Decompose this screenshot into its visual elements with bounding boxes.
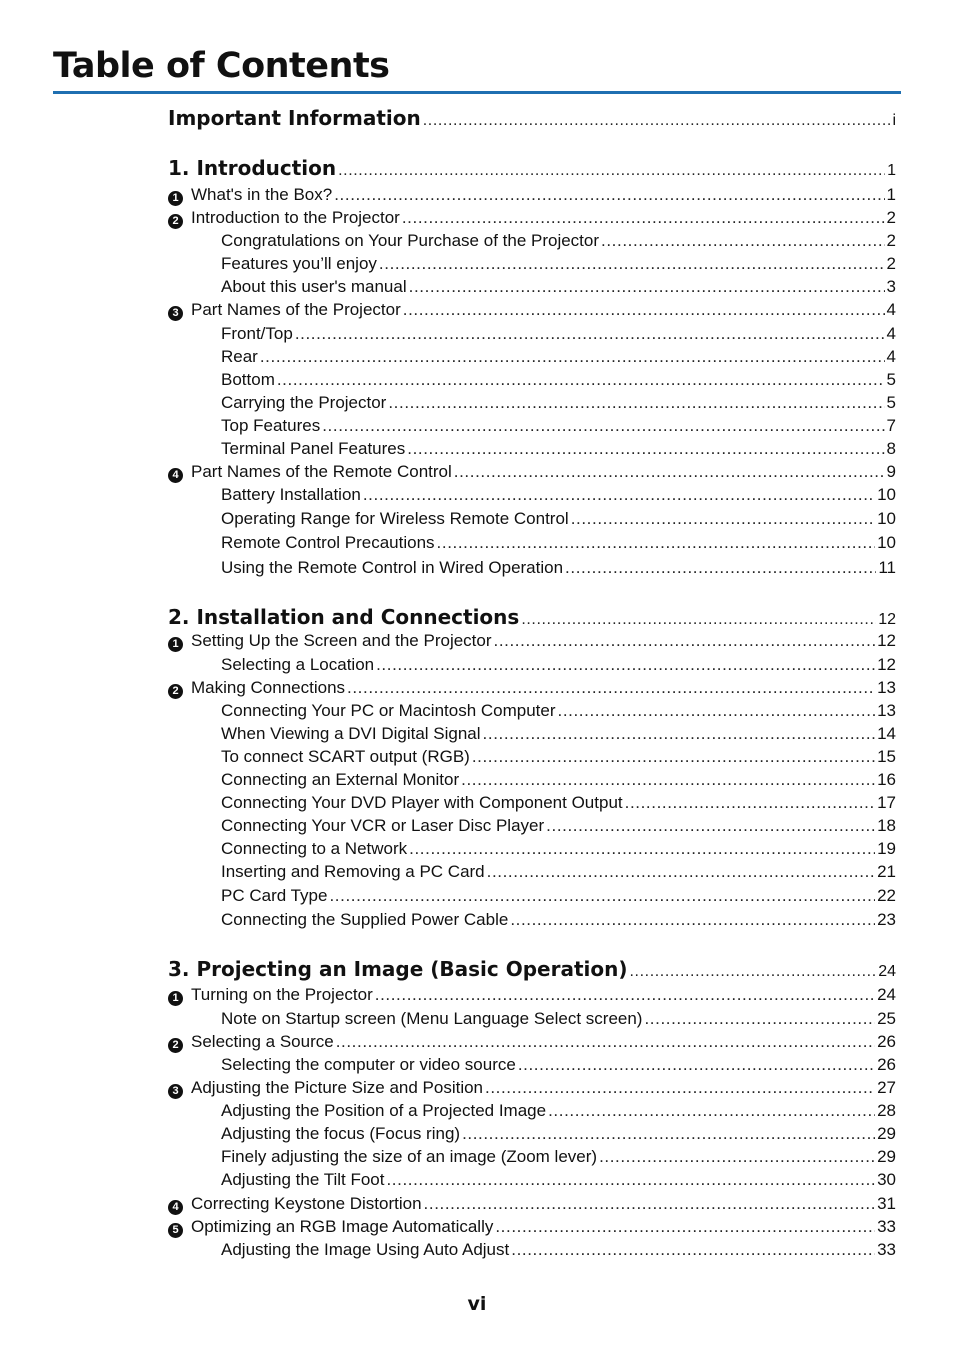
toc-entry-page: 12 (877, 655, 896, 674)
toc-entry-label (168, 462, 452, 482)
toc-entry-section[interactable] (168, 631, 896, 651)
toc-entry-sub[interactable] (221, 747, 896, 767)
toc-entry-text: Connecting Your PC or Macintosh Computer (221, 701, 556, 720)
toc-entry-text: Connecting an External Monitor (221, 770, 460, 789)
toc-entry-page: 9 (886, 462, 896, 481)
dot-leader (379, 254, 885, 274)
toc-entry-sub[interactable] (221, 439, 896, 459)
toc-entry-text: Operating Range for Wireless Remote Control (221, 509, 569, 528)
dot-leader (402, 208, 885, 228)
toc-entry-page: 33 (877, 1240, 896, 1259)
dot-leader (548, 1101, 875, 1121)
toc-entry-text: Part Names of the Projector (191, 300, 401, 319)
toc-entry-label (221, 839, 407, 859)
dot-leader (565, 558, 876, 578)
toc-entry-label (221, 1101, 546, 1121)
dot-leader (388, 393, 884, 413)
toc-entry-text: Remote Control Precautions (221, 533, 435, 552)
dot-leader (461, 770, 875, 790)
toc-entry-label (221, 533, 435, 553)
toc-entry-label (221, 370, 275, 390)
toc-entry-text: Adjusting the Picture Size and Position (191, 1078, 484, 1097)
dot-leader (558, 701, 876, 721)
dot-leader (322, 416, 884, 436)
toc-entry-page: 22 (877, 886, 896, 905)
toc-entry-label (221, 1055, 516, 1075)
toc-entry-text: Optimizing an RGB Image Automatically (191, 1217, 494, 1236)
dot-leader (601, 231, 885, 251)
toc-entry-text: 3. Projecting an Image (Basic Operation) (168, 957, 628, 981)
toc-entry-page: 1 (886, 185, 896, 204)
dot-leader (511, 1240, 875, 1260)
toc-entry-text: Part Names of the Remote Control (191, 462, 452, 481)
toc-entry-label (221, 724, 481, 744)
toc-entry-label (221, 231, 599, 251)
toc-entry-label (168, 631, 492, 651)
section-number-badge: 1 (168, 991, 183, 1006)
toc-entry-page: 18 (877, 816, 896, 835)
section-number-badge: 2 (168, 214, 183, 229)
toc-entry-sub[interactable] (221, 910, 896, 930)
toc-entry-text: Important Information (168, 106, 421, 130)
toc-entry-label (221, 1147, 597, 1167)
toc-entry-page: 23 (877, 910, 896, 929)
section-number-badge: 1 (168, 191, 183, 206)
section-number-badge: 2 (168, 684, 183, 699)
toc-entry-sub[interactable] (221, 1009, 896, 1029)
dot-leader (454, 462, 885, 482)
dot-leader (386, 1170, 875, 1190)
toc-entry-label (221, 886, 327, 906)
dot-leader (599, 1147, 875, 1167)
toc-entry-page: 30 (877, 1170, 896, 1189)
dot-leader (336, 1032, 875, 1052)
toc-entry-section[interactable] (168, 462, 896, 482)
toc-entry-label (168, 156, 336, 180)
toc-entry-text: Rear (221, 347, 258, 366)
toc-entry-page: 7 (886, 416, 896, 435)
dot-leader (338, 162, 885, 180)
toc-entry-text: Selecting the computer or video source (221, 1055, 516, 1074)
dot-leader (277, 370, 885, 390)
toc-entry-text: Front/Top (221, 324, 293, 343)
toc-entry-text: About this user's manual (221, 277, 407, 296)
section-number-badge: 3 (168, 1084, 183, 1099)
toc-entry-page: 11 (878, 558, 896, 577)
toc-entry-page: 12 (878, 611, 896, 628)
toc-entry-text: Turning on the Projector (191, 985, 373, 1004)
dot-leader (495, 1217, 875, 1237)
toc-entry-label (168, 985, 373, 1005)
toc-entry-page: 24 (878, 963, 896, 980)
toc-entry-label (168, 957, 628, 981)
toc-entry-page: 19 (877, 839, 896, 858)
dot-leader (518, 1055, 875, 1075)
toc-entry-page: 27 (877, 1078, 896, 1097)
toc-entry-label (168, 208, 400, 228)
toc-entry-sub[interactable] (221, 770, 896, 790)
toc-entry-text: Using the Remote Control in Wired Operation (221, 558, 564, 577)
toc-entry-text: PC Card Type (221, 886, 328, 905)
dot-leader (375, 985, 875, 1005)
dot-leader (347, 678, 875, 698)
toc-entry-page: 33 (877, 1217, 896, 1236)
toc-entry-sub[interactable] (221, 816, 896, 836)
toc-entry-page: 2 (886, 231, 896, 250)
toc-entry-text: Adjusting the Image Using Auto Adjust (221, 1240, 510, 1259)
dot-leader (260, 347, 885, 367)
section-number-badge: 2 (168, 1038, 183, 1053)
toc-entry-label (221, 416, 320, 436)
toc-entry-page: 15 (877, 747, 896, 766)
toc-entry-page: 28 (877, 1101, 896, 1120)
dot-leader (407, 439, 884, 459)
toc-entry-text: Selecting a Source (191, 1032, 334, 1051)
dot-leader (363, 485, 875, 505)
page-title: Table of Contents (53, 46, 390, 86)
toc-entry-label (221, 393, 386, 413)
dot-leader (403, 300, 885, 320)
toc-entry-sub[interactable] (221, 862, 896, 882)
toc-entry-label (168, 678, 345, 698)
toc-entry-page: 12 (877, 631, 896, 650)
toc-entry-text: What's in the Box? (191, 185, 333, 204)
toc-entry-text: 2. Installation and Connections (168, 605, 520, 629)
toc-entry-text: Terminal Panel Features (221, 439, 406, 458)
toc-entry-label (168, 185, 332, 205)
dot-leader (510, 910, 875, 930)
toc-entry-sub[interactable] (221, 485, 896, 505)
toc-entry-sub[interactable] (221, 509, 896, 529)
toc-entry-label (221, 655, 374, 675)
toc-entry-page: 3 (886, 277, 896, 296)
toc-entry-sub[interactable] (221, 1147, 896, 1167)
toc-entry-sub[interactable] (221, 370, 896, 390)
toc-entry-label (221, 910, 508, 930)
toc-entry-text: Connecting the Supplied Power Cable (221, 910, 509, 929)
toc-entry-sub[interactable] (221, 558, 896, 578)
toc-entry-label (221, 439, 405, 459)
toc-entry-page: 29 (877, 1147, 896, 1166)
toc-entry-section[interactable] (168, 678, 896, 698)
toc-entry-text: Connecting to a Network (221, 839, 408, 858)
toc-entry-page: 29 (877, 1124, 896, 1143)
toc-entry-text: Connecting Your VCR or Laser Disc Player (221, 816, 545, 835)
toc-entry-text: Selecting a Location (221, 655, 375, 674)
toc-entry-sub[interactable] (221, 1124, 896, 1144)
toc-entry-sub[interactable] (221, 1240, 896, 1260)
toc-entry-page: 21 (877, 862, 896, 881)
dot-leader (472, 747, 875, 767)
toc-entry-sub[interactable] (221, 1101, 896, 1121)
toc-entry-text: Adjusting the Tilt Foot (221, 1170, 385, 1189)
toc-entry-page: 26 (877, 1055, 896, 1074)
toc-entry-page: 1 (887, 162, 896, 179)
toc-entry-text: Inserting and Removing a PC Card (221, 862, 485, 881)
toc-entry-chapter[interactable] (168, 156, 896, 180)
toc-entry-text: Features you’ll enjoy (221, 254, 377, 273)
toc-entry-text: Introduction to the Projector (191, 208, 400, 227)
section-number-badge: 4 (168, 1200, 183, 1215)
toc-entry-sub[interactable] (221, 793, 896, 813)
section-number-badge: 4 (168, 468, 183, 483)
toc-entry-chapter[interactable] (168, 106, 896, 130)
toc-entry-page: 26 (877, 1032, 896, 1051)
toc-entry-page: 5 (886, 370, 896, 389)
toc-entry-label (221, 1240, 509, 1260)
toc-entry-text: Correcting Keystone Distortion (191, 1194, 422, 1213)
dot-leader (487, 862, 875, 882)
toc-entry-label (221, 1124, 460, 1144)
toc-entry-section[interactable] (168, 208, 896, 228)
toc-entry-sub[interactable] (221, 655, 896, 675)
toc-entry-page: 17 (877, 793, 896, 812)
toc-entry-page: 24 (877, 985, 896, 1004)
toc-entry-label (168, 1078, 483, 1098)
dot-leader (409, 277, 885, 297)
toc-entry-section[interactable] (168, 1217, 896, 1237)
toc-entry-page: 8 (886, 439, 896, 458)
toc-entry-label (168, 605, 519, 629)
page-number: vi (467, 1293, 487, 1315)
dot-leader (437, 533, 876, 553)
toc-entry-sub[interactable] (221, 1055, 896, 1075)
toc-entry-text: Connecting Your DVD Player with Component Output (221, 793, 623, 812)
toc-entry-label (168, 300, 401, 320)
toc-entry-page: 25 (877, 1009, 896, 1028)
dot-leader (423, 112, 891, 130)
toc-entry-section[interactable] (168, 1194, 896, 1214)
dot-leader (424, 1194, 876, 1214)
toc-entry-sub[interactable] (221, 1170, 896, 1190)
toc-entry-sub[interactable] (221, 839, 896, 859)
toc-entry-sub[interactable] (221, 416, 896, 436)
toc-entry-text: Top Features (221, 416, 321, 435)
dot-leader (494, 631, 876, 651)
toc-entry-label (221, 485, 361, 505)
toc-entry-label (221, 324, 293, 344)
toc-entry-page: 14 (877, 724, 896, 743)
toc-entry-text: Battery Installation (221, 485, 361, 504)
toc-entry-label (168, 1032, 334, 1052)
toc-entry-page: 2 (886, 254, 896, 273)
toc-entry-chapter[interactable] (168, 605, 896, 629)
toc-entry-page: 5 (886, 393, 896, 412)
toc-entry-label (221, 254, 377, 274)
toc-entry-label (221, 277, 407, 297)
toc-entry-page: 13 (877, 701, 896, 720)
toc-entry-text: To connect SCART output (RGB) (221, 747, 470, 766)
toc-entry-page: 4 (886, 347, 896, 366)
toc-entry-label (221, 1009, 642, 1029)
toc-entry-text: Congratulations on Your Purchase of the Projector (221, 231, 600, 250)
toc-entry-text: Setting Up the Screen and the Projector (191, 631, 492, 650)
toc-entry-section[interactable] (168, 1078, 896, 1098)
dot-leader (630, 963, 877, 981)
section-number-badge: 3 (168, 306, 183, 321)
toc-entry-sub[interactable] (221, 347, 896, 367)
toc-entry-sub[interactable] (221, 231, 896, 251)
dot-leader (483, 724, 876, 744)
toc-entry-section[interactable] (168, 185, 896, 205)
toc-entry-page: 4 (886, 300, 896, 319)
toc-entry-page: 13 (877, 678, 896, 697)
toc-entry-sub[interactable] (221, 701, 896, 721)
toc-entry-page: 16 (877, 770, 896, 789)
toc-entry-page: 10 (877, 485, 896, 504)
toc-entry-sub[interactable] (221, 886, 896, 906)
toc-entry-label (221, 862, 485, 882)
toc-entry-text: When Viewing a DVI Digital Signal (221, 724, 481, 743)
dot-leader (546, 816, 875, 836)
toc-entry-section[interactable] (168, 985, 896, 1005)
toc-entry-section[interactable] (168, 300, 896, 320)
dot-leader (625, 793, 875, 813)
toc-entry-label (221, 816, 544, 836)
toc-entry-label (221, 747, 470, 767)
toc-entry-text: Making Connections (191, 678, 346, 697)
dot-leader (485, 1078, 875, 1098)
toc-entry-page: 2 (886, 208, 896, 227)
toc-entry-page: 10 (877, 509, 896, 528)
dot-leader (295, 324, 885, 344)
dot-leader (571, 509, 875, 529)
toc-entry-chapter[interactable] (168, 957, 896, 981)
dot-leader (376, 655, 875, 675)
toc-entry-text: Adjusting the focus (Focus ring) (221, 1124, 461, 1143)
toc-entry-text: Bottom (221, 370, 275, 389)
toc-entry-label (168, 1194, 422, 1214)
dot-leader (644, 1009, 875, 1029)
section-number-badge: 5 (168, 1223, 183, 1238)
toc-entry-label (221, 509, 569, 529)
toc-entry-sub[interactable] (221, 393, 896, 413)
toc-entry-section[interactable] (168, 1032, 896, 1052)
toc-entry-page: 10 (877, 533, 896, 552)
toc-entry-text: Note on Startup screen (Menu Language Select screen) (221, 1009, 643, 1028)
dot-leader (329, 886, 875, 906)
toc-entry-page: 4 (886, 324, 896, 343)
toc-entry-page: i (892, 112, 896, 129)
toc-entry-label (221, 347, 258, 367)
toc-entry-label (221, 701, 556, 721)
toc-entry-label (168, 106, 421, 130)
section-number-badge: 1 (168, 637, 183, 652)
dot-leader (334, 185, 884, 205)
toc-entry-sub[interactable] (221, 533, 896, 553)
dot-leader (409, 839, 875, 859)
toc-entry-text: Adjusting the Position of a Projected Image (221, 1101, 547, 1120)
toc-entry-sub[interactable] (221, 324, 896, 344)
toc-entry-label (221, 1170, 384, 1190)
toc-entry-label (221, 770, 459, 790)
toc-entry-text: Finely adjusting the size of an image (Zoom lever) (221, 1147, 598, 1166)
toc-entry-sub[interactable] (221, 724, 896, 744)
dot-leader (462, 1124, 875, 1144)
toc-entry-label (221, 558, 563, 578)
toc-entry-label (168, 1217, 493, 1237)
toc-entry-sub[interactable] (221, 277, 896, 297)
toc-entry-text: 1. Introduction (168, 156, 337, 180)
dot-leader (521, 611, 876, 629)
toc-entry-page: 31 (877, 1194, 896, 1213)
toc-entry-label (221, 793, 623, 813)
toc-entry-sub[interactable] (221, 254, 896, 274)
toc-entry-text: Carrying the Projector (221, 393, 387, 412)
